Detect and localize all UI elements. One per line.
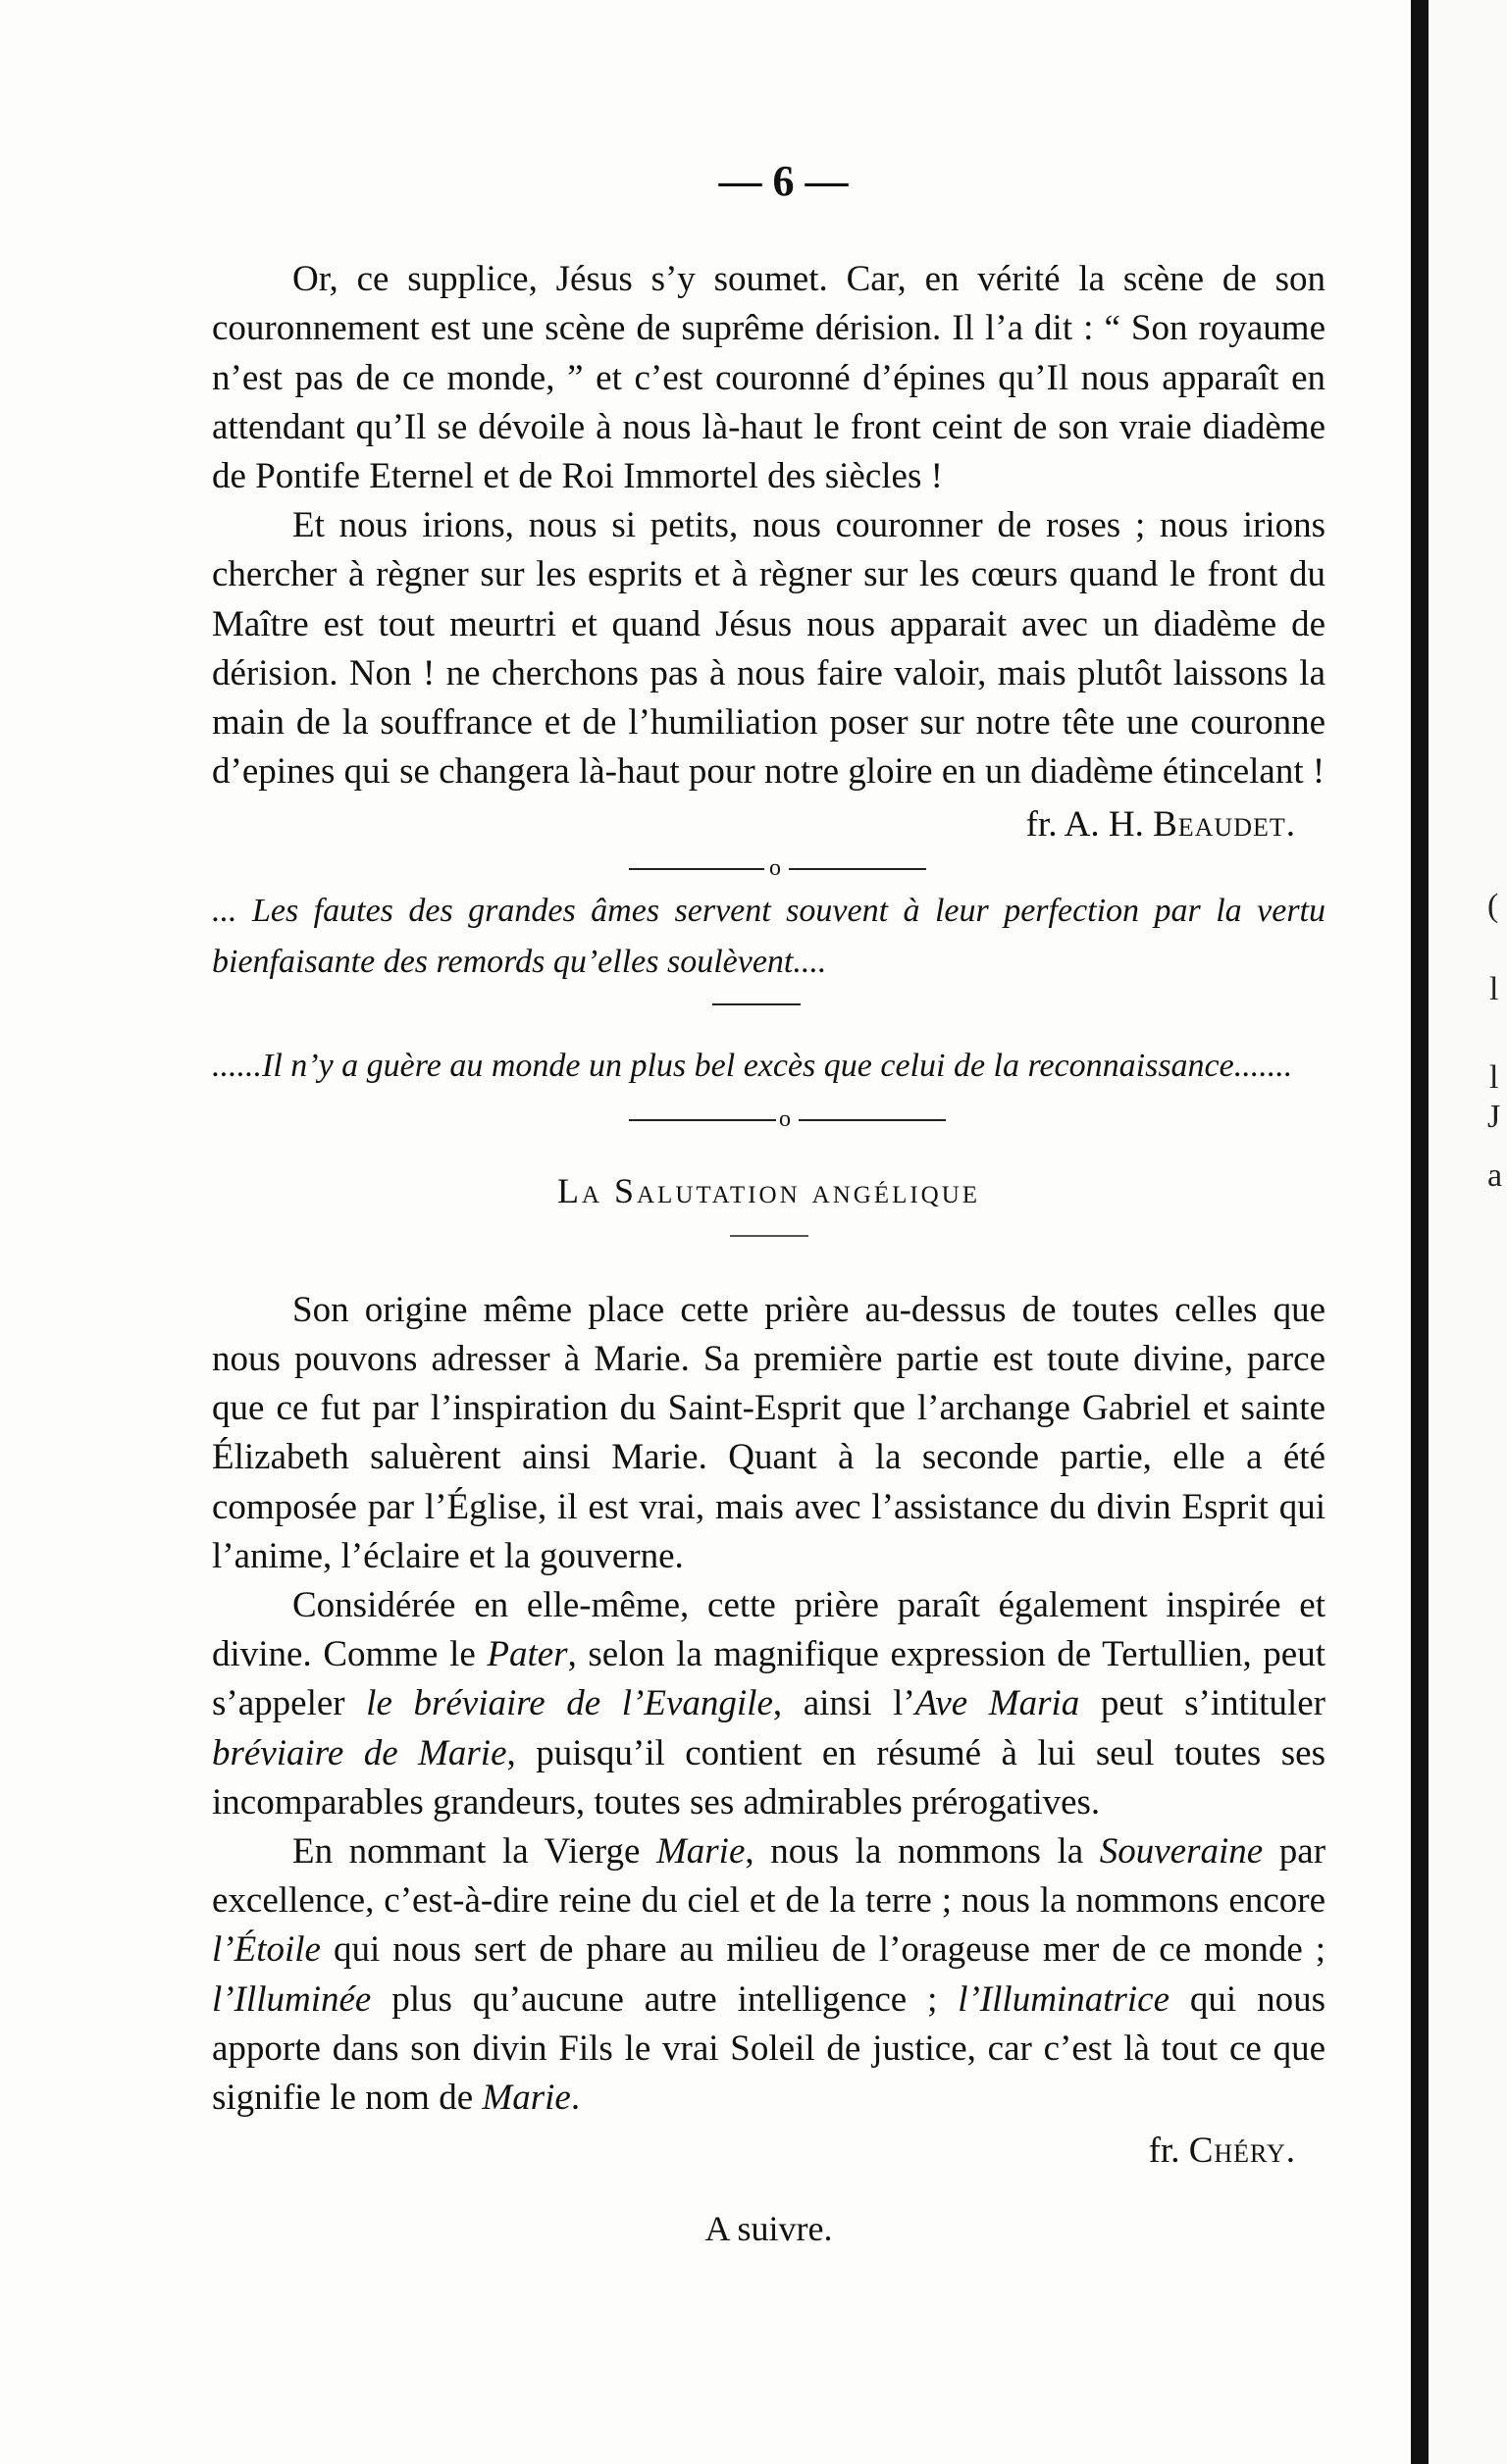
edge-mark: ( (1487, 888, 1499, 924)
signature-name: Beaudet. (1153, 804, 1296, 846)
title-rule (730, 1235, 808, 1237)
paragraph-nommant: En nommant la Vierge Marie, nous la nommons la Souveraine par excellence, c’est-à-dire reine du ciel et de la terre ; nous la nommons encore l’Étoile qui nous sert de phare au milieu de l’orageuse mer de ce monde ; l’Illuminée plus qu’aucune autre intelligence ; l’Illuminatrice qui nous apporte dans son divin Fils le vrai Soleil de justice, car c’est là tout ce que signifie le nom de Marie. (212, 1831, 1326, 2119)
page-number: — 6 — (718, 157, 849, 205)
edge-mark: J (1487, 1099, 1501, 1135)
page-content (212, 157, 1325, 2253)
adjacent-page-edge (1411, 0, 1507, 2464)
section-title: La Salutation angélique (556, 1170, 981, 1210)
separator-circle: o (779, 1105, 791, 1132)
separator-line (799, 1119, 946, 1121)
paragraph-considere: Considérée en elle-même, cette prière paraît également inspirée et divine. Comme le Pater, selon la magnifique expression de Tertullien, peut s’appeler le bréviaire de l’Evangile, ainsi l’Ave Maria peut s’intituler bréviaire de Marie, puisqu’il contient en résumé à lui seul toutes ses incomparables grandeurs, toutes ses admirables prérogatives. (212, 1585, 1325, 1822)
signature-beaudet (212, 800, 1296, 849)
separator-line (789, 868, 926, 870)
edge-mark: a (1487, 1157, 1503, 1194)
paragraph: Son origine même place cette prière au-dessus de toutes celles que nous pouvons adresser à Marie. Sa première partie est toute divine, parce que ce fut par l’inspiration du Saint-Esprit que l’archange Gabriel et sainte Élizabeth saluèrent ainsi Marie. Quant à la seconde partie, elle a été composée par l’Église, il est vrai, mais avec l’assistance du divin Esprit qui l’anime, l’éclaire et la gouverne. (212, 1289, 1325, 1576)
short-rule (712, 1003, 801, 1005)
separator-line (629, 1119, 776, 1121)
signature-prefix: fr. A. H. (1025, 804, 1144, 846)
edge-mark: l (1489, 971, 1499, 1007)
signature-name: Chéry. (1188, 2130, 1296, 2172)
separator (212, 1102, 1325, 1137)
edge-mark: l (1489, 1059, 1499, 1096)
paragraph: Et nous irions, nous si petits, nous couronner de roses ; nous irions chercher à règner sur les esprits et à règner sur les cœurs quand le front du Maître est tout meurtri et quand Jésus nous apparait avec un diadème de dérision. Non ! ne cherchons pas à nous faire valoir, mais plutôt laissons la main de la souffrance et de l’humiliation poser sur notre tête une couronne d’epines qui se changera là-haut pour notre gloire en un diadème étincelant ! (212, 505, 1325, 793)
paragraph: Or, ce supplice, Jésus s’y soumet. Car, en vérité la scène de son couronnement est une scène de suprême dérision. Il l’a dit : “ Son royaume n’est pas de ce monde, ” et c’est couronné d’épines qu’Il nous apparaît en attendant qu’Il se dévoile à nous là-haut le front ceint de son vraie diadème de Pontife Eternel et de Roi Immortel des siècles ! (212, 259, 1325, 497)
to-be-continued: A suivre. (704, 2208, 833, 2248)
separator (212, 850, 1325, 886)
signature-prefix: fr. (1148, 2130, 1180, 2172)
signature-chery (212, 2127, 1296, 2176)
separator-circle: o (769, 854, 781, 881)
quote-fautes: ... Les fautes des grandes âmes servent souvent à leur perfection par la vertu bienfaisante des remords qu’elles soulèvent.... (212, 892, 1325, 980)
separator-line (629, 868, 764, 870)
quote-reconnaissance: ......Il n’y a guère au monde un plus bel excès que celui de la reconnaissance....... (212, 1047, 1293, 1084)
